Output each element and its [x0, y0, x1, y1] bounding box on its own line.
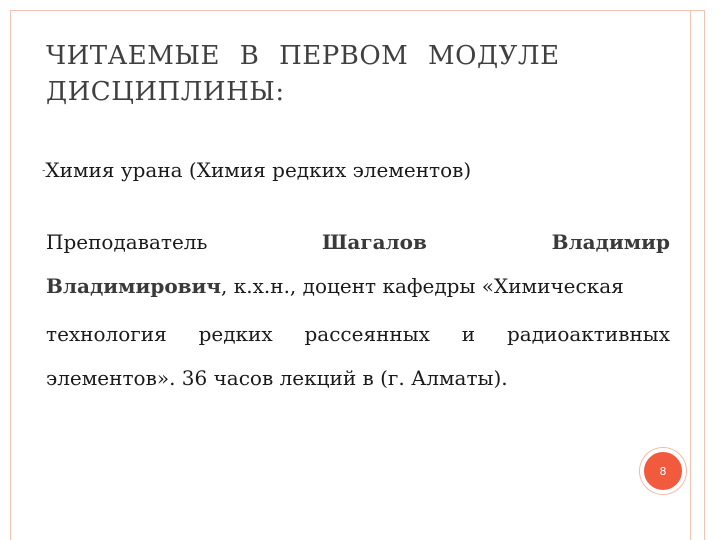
lecturer-surname: Шагалов [322, 230, 427, 254]
line3-word: редких [198, 322, 273, 346]
lecturer-line-3 [46, 320, 670, 348]
line3-word: радиоактивных [506, 322, 670, 346]
bullet-item [42, 156, 471, 186]
slide-title-line-1: ЧИТАЕМЫЕ В ПЕРВОМ МОДУЛЕ [46, 41, 560, 71]
slide-frame-left [10, 10, 11, 540]
bullet-text: Химия урана (Химия редких элементов) [45, 158, 472, 182]
lecturer-line-2 [46, 272, 670, 300]
line3-word: технология [46, 322, 167, 346]
lecturer-label: Преподаватель [46, 230, 208, 254]
bullet-dash: - [42, 165, 46, 177]
slide-frame-right [690, 10, 705, 540]
line3-word: и [461, 322, 476, 346]
slide-frame-top [10, 10, 705, 11]
lecturer-line-1 [46, 228, 670, 256]
lecturer-position: , к.х.н., доцент кафедры «Химическая [221, 274, 624, 298]
lecturer-first-name: Владимир [551, 230, 670, 254]
line3-word: рассеянных [304, 322, 430, 346]
slide-title [46, 38, 646, 110]
page-number-badge: 8 [640, 448, 686, 494]
lecturer-patronymic: Владимирович [46, 274, 222, 298]
slide-title-line-2: ДИСЦИПЛИНЫ: [46, 77, 285, 107]
lecturer-line-4: элементов». 36 часов лекций в (г. Алматы). [46, 366, 508, 390]
